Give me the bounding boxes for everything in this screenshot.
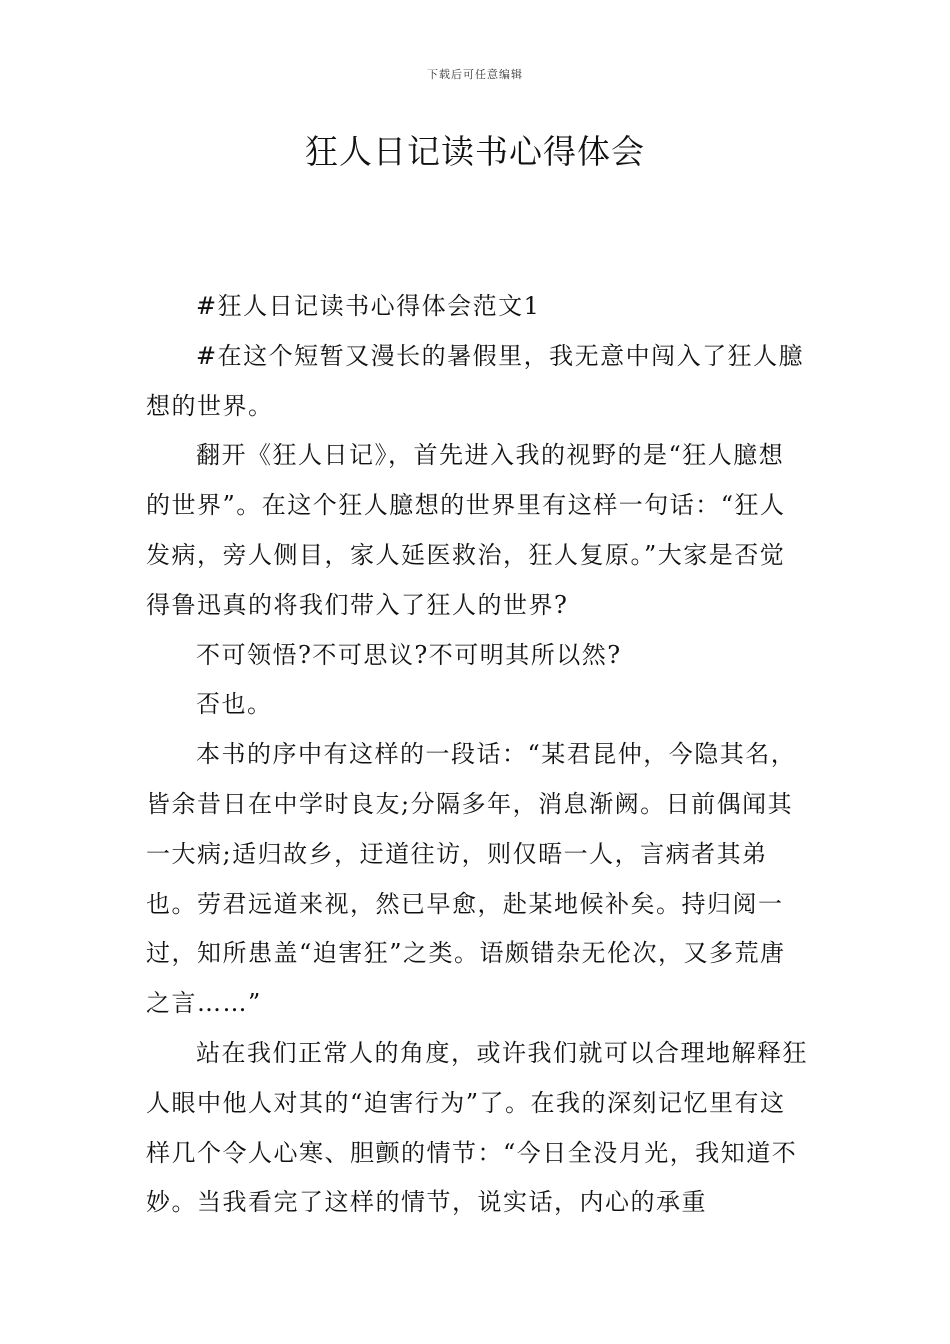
paragraph: 否也。 xyxy=(196,690,273,719)
paragraph-heading: #狂人日记读书心得体会范文1 xyxy=(196,292,541,320)
paragraph: #在这个短暂又漫长的暑假里，我无意中闯入了狂人臆想的世界。 xyxy=(146,341,805,420)
paragraph: 不可领悟?不可思议?不可明其所以然? xyxy=(196,640,622,669)
paragraph: 本书的序中有这样的一段话：“某君昆仲，今隐其名，皆余昔日在中学时良友;分隔多年，消息渐阙。日前偶闻其一大病;适归故乡，迂道往访，则仅晤一人，言病者其弟也。劳君远道来视，然已早愈，赴某地候补矣。持归阅一过，知所患盖“迫害狂”之类。语颇错杂无伦次，又多荒唐之言……” xyxy=(146,740,797,1018)
document-body xyxy=(146,282,808,1228)
document-title: 狂人日记读书心得体会 xyxy=(305,132,645,171)
paragraph: 翻开《狂人日记》，首先进入我的视野的是“狂人臆想的世界”。在这个狂人臆想的世界里有这样一句话：“狂人发病，旁人侧目，家人延医救治，狂人复原。”大家是否觉得鲁迅真的将我们带入了狂人的世界? xyxy=(146,441,786,619)
header-note: 下载后可任意编辑 xyxy=(427,68,523,81)
paragraph: 站在我们正常人的角度，或许我们就可以合理地解释狂人眼中他人对其的“迫害行为”了。在我的深刻记忆里有这样几个令人心寒、胆颤的情节：“今日全没月光，我知道不妙。当我看完了这样的情节，说实话，内心的承重 xyxy=(146,1038,808,1217)
